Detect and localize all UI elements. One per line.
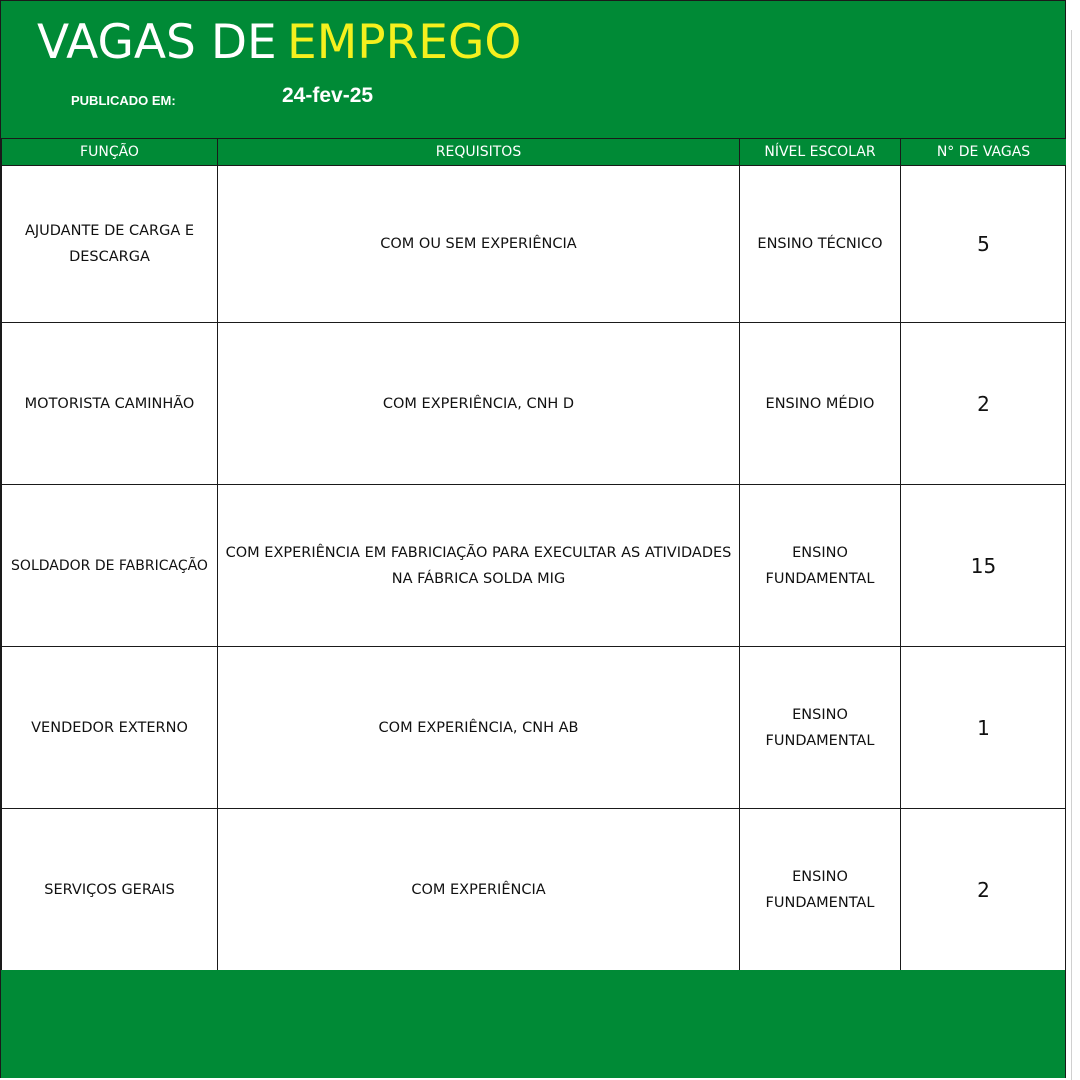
cell-numero-vagas: 5	[901, 166, 1067, 323]
column-header-nivel-escolar: NÍVEL ESCOLAR	[740, 139, 901, 166]
cell-numero-vagas: 2	[901, 809, 1067, 971]
column-header-requisitos: REQUISITOS	[218, 139, 740, 166]
cell-nivel-escolar: ENSINO FUNDAMENTAL	[740, 809, 901, 971]
title-emprego: EMPREGO	[287, 15, 522, 70]
table-header-row	[2, 139, 1067, 166]
column-header-funcao: FUNÇÃO	[2, 139, 218, 166]
page-edge-divider	[1071, 30, 1072, 1080]
cell-funcao: SOLDADOR DE FABRICAÇÃO	[2, 485, 218, 647]
cell-numero-vagas: 2	[901, 323, 1067, 485]
header-band	[1, 1, 1065, 138]
cell-numero-vagas: 1	[901, 647, 1067, 809]
table-row	[2, 166, 1067, 323]
cell-nivel-escolar: ENSINO FUNDAMENTAL	[740, 485, 901, 647]
table-row	[2, 809, 1067, 971]
table-row	[2, 485, 1067, 647]
cell-funcao: MOTORISTA CAMINHÃO	[2, 323, 218, 485]
page-margin	[1066, 0, 1080, 1080]
footer-band	[1, 970, 1065, 1078]
cell-funcao: VENDEDOR EXTERNO	[2, 647, 218, 809]
published-date: 24-fev-25	[282, 84, 374, 107]
title-vagas-de: VAGAS DE	[37, 15, 277, 70]
cell-requisitos: COM EXPERIÊNCIA	[218, 809, 740, 971]
cell-funcao: SERVIÇOS GERAIS	[2, 809, 218, 971]
cell-nivel-escolar: ENSINO FUNDAMENTAL	[740, 647, 901, 809]
cell-requisitos: COM OU SEM EXPERIÊNCIA	[218, 166, 740, 323]
column-header-numero-vagas: N° DE VAGAS	[901, 139, 1067, 166]
jobs-table	[1, 138, 1067, 971]
cell-numero-vagas: 15	[901, 485, 1067, 647]
published-label: PUBLICADO EM:	[71, 93, 176, 108]
cell-requisitos: COM EXPERIÊNCIA EM FABRICIAÇÃO PARA EXECULTAR AS ATIVIDADES NA FÁBRICA SOLDA MIG	[218, 485, 740, 647]
table-row	[2, 647, 1067, 809]
table-row	[2, 323, 1067, 485]
cell-nivel-escolar: ENSINO MÉDIO	[740, 323, 901, 485]
cell-funcao: AJUDANTE DE CARGA E DESCARGA	[2, 166, 218, 323]
cell-requisitos: COM EXPERIÊNCIA, CNH AB	[218, 647, 740, 809]
cell-requisitos: COM EXPERIÊNCIA, CNH D	[218, 323, 740, 485]
cell-nivel-escolar: ENSINO TÉCNICO	[740, 166, 901, 323]
